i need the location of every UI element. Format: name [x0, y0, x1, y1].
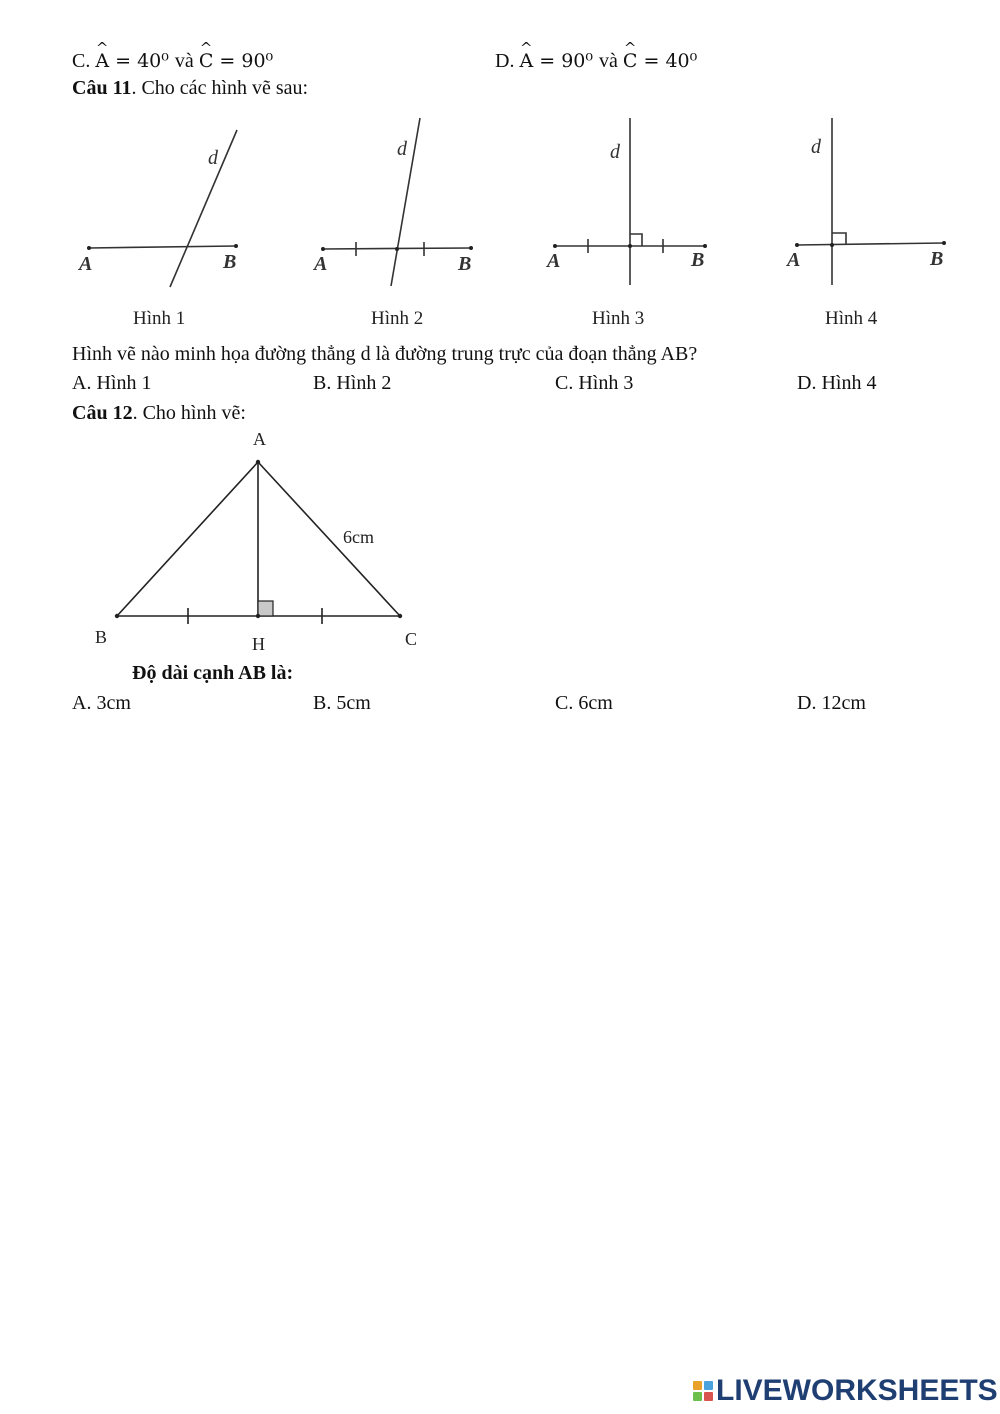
q12-option-b[interactable]: B. 5cm	[313, 692, 371, 714]
label-side-ac-length: 6cm	[343, 527, 374, 547]
logo-square-1	[693, 1381, 702, 1390]
fig1-label-a: A	[79, 253, 93, 275]
angle-a-symbol: ^ A	[519, 50, 533, 72]
angle-a-symbol: ^ A	[95, 50, 109, 72]
question-11-intro: . Cho các hình vẽ sau:	[131, 77, 309, 99]
fig4-label-a: A	[787, 249, 801, 271]
liveworksheets-logo	[693, 1374, 998, 1408]
point-h-dot	[256, 614, 260, 618]
question-12-text: Độ dài cạnh AB là:	[132, 662, 294, 684]
angle-c-value: 40⁰	[665, 50, 698, 72]
fig2-label-d: d	[397, 138, 407, 160]
angle-c-symbol: ^ C	[623, 50, 638, 72]
point-c-dot	[398, 614, 402, 618]
logo-square-2	[704, 1381, 713, 1390]
angle-a-value: 90⁰	[561, 50, 593, 72]
q11-option-c[interactable]: C. Hình 3	[555, 372, 634, 394]
label-b: B	[95, 627, 108, 647]
math-c-equals-90: ^ C = 90⁰	[199, 50, 273, 72]
fig3-label-d: d	[610, 141, 620, 163]
point-b-dot	[115, 614, 119, 618]
q12-option-d[interactable]: D. 12cm	[797, 692, 866, 714]
fig3-caption: Hình 3	[592, 308, 645, 329]
question-11-number: Câu 11	[72, 77, 132, 99]
fig1-label-d: d	[208, 147, 218, 169]
fig2-caption: Hình 2	[371, 308, 424, 329]
fig4-caption: Hình 4	[825, 308, 878, 329]
q11-option-a[interactable]: A. Hình 1	[72, 372, 152, 394]
right-angle-mark-h	[258, 601, 273, 616]
fig3-label-b: B	[691, 249, 705, 271]
math-a-equals-40: ^ A = 40⁰	[95, 50, 175, 72]
option-d-label: D.	[495, 50, 515, 72]
math-c-equals-40: ^ C = 40⁰	[623, 50, 697, 72]
q12-option-a[interactable]: A. 3cm	[72, 692, 131, 714]
logo-square-3	[693, 1392, 702, 1401]
conjunction: và	[599, 50, 618, 72]
conjunction: và	[174, 50, 194, 72]
question-12-number: Câu 12	[72, 402, 133, 424]
logo-text: LIVEWORKSHEETS	[716, 1374, 998, 1407]
label-h: H	[252, 634, 265, 654]
angle-c-value: 90⁰	[241, 50, 274, 72]
angle-c-symbol: ^ C	[199, 50, 214, 72]
question-11-text: Hình vẽ nào minh họa đường thẳng d là đường trung trực của đoạn thẳng AB?	[72, 343, 698, 365]
triangle-side-ab	[117, 462, 258, 616]
fig1-caption: Hình 1	[133, 308, 186, 329]
fig2-label-a: A	[314, 253, 328, 275]
fig1-label-b: B	[223, 251, 237, 273]
triangle-side-ac	[258, 462, 400, 616]
fig3-label-a: A	[547, 250, 561, 272]
label-c: C	[405, 629, 418, 649]
q12-option-c[interactable]: C. 6cm	[555, 692, 613, 714]
fig4-label-b: B	[930, 248, 944, 270]
label-a: A	[253, 429, 266, 449]
math-a-equals-90: ^ A = 90⁰	[519, 50, 599, 72]
question-12-intro: . Cho hình vẽ:	[132, 402, 246, 424]
logo-square-4	[704, 1392, 713, 1401]
fig4-label-d: d	[811, 136, 821, 158]
option-c-label: C.	[72, 50, 91, 72]
point-a-dot	[256, 460, 260, 464]
angle-a-value: 40⁰	[137, 50, 169, 72]
logo-mark-icon	[693, 1381, 713, 1401]
fig2-label-b: B	[458, 253, 472, 275]
q11-option-d[interactable]: D. Hình 4	[797, 372, 877, 394]
q11-option-b[interactable]: B. Hình 2	[313, 372, 392, 394]
